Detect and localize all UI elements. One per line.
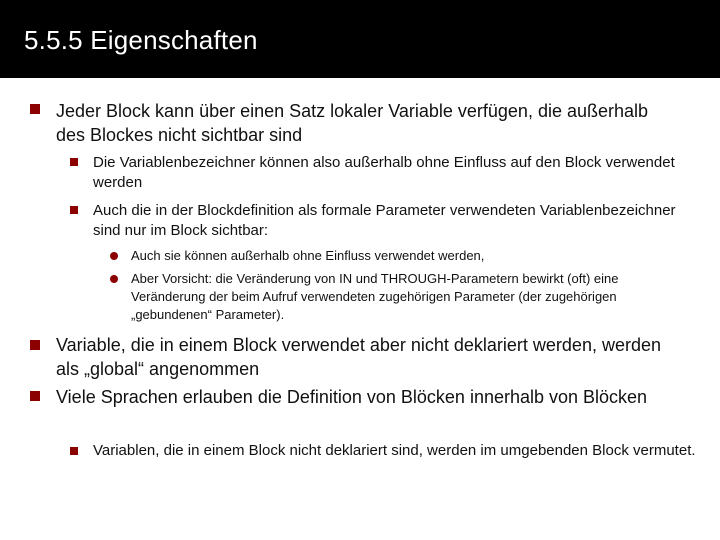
bullet-text-1-2-1: Auch sie können außerhalb ohne Einfluss verwendet werden, [131,248,485,263]
circle-bullet-icon [110,252,118,260]
title-bar [0,0,720,78]
bullet-text-1: Jeder Block kann über einen Satz lokaler Variable verfügen, die außerhalb des Blockes nicht sichtbar sind [56,101,649,145]
square-bullet-icon [70,447,78,455]
bullet-text-3-1: Variablen, die in einem Block nicht deklariert sind, werden im umgebenden Block vermutet. [93,442,696,459]
circle-bullet-icon [110,275,118,283]
bullet-text-1-2: Auch die in der Blockdefinition als formale Parameter verwendeten Variablenbezeichner sind nur im Block sichtbar: [93,202,676,239]
square-bullet-icon [70,158,78,166]
square-bullet-icon [70,206,78,214]
square-bullet-icon [30,104,40,114]
square-bullet-icon [30,391,40,401]
bullet-text-2: Variable, die in einem Block verwendet aber nicht deklariert werden, werden als „global“ angenommen [56,335,661,379]
bullet-text-1-2-2: Aber Vorsicht: die Veränderung von IN und THROUGH-Parametern bewirkt (oft) eine Veränderung der beim Aufruf verwendeten zugehörigen Parameter (der zugehörigen „gebundenen“ Parameter). [131,271,619,322]
bullet-text-3: Viele Sprachen erlauben die Definition von Blöcken innerhalb von Blöcken [56,387,648,407]
slide-title: 5.5.5 Eigenschaften [24,25,258,55]
bullet-text-1-1: Die Variablenbezeichner können also außerhalb ohne Einfluss auf den Block verwendet werden [93,154,675,191]
square-bullet-icon [30,340,40,350]
